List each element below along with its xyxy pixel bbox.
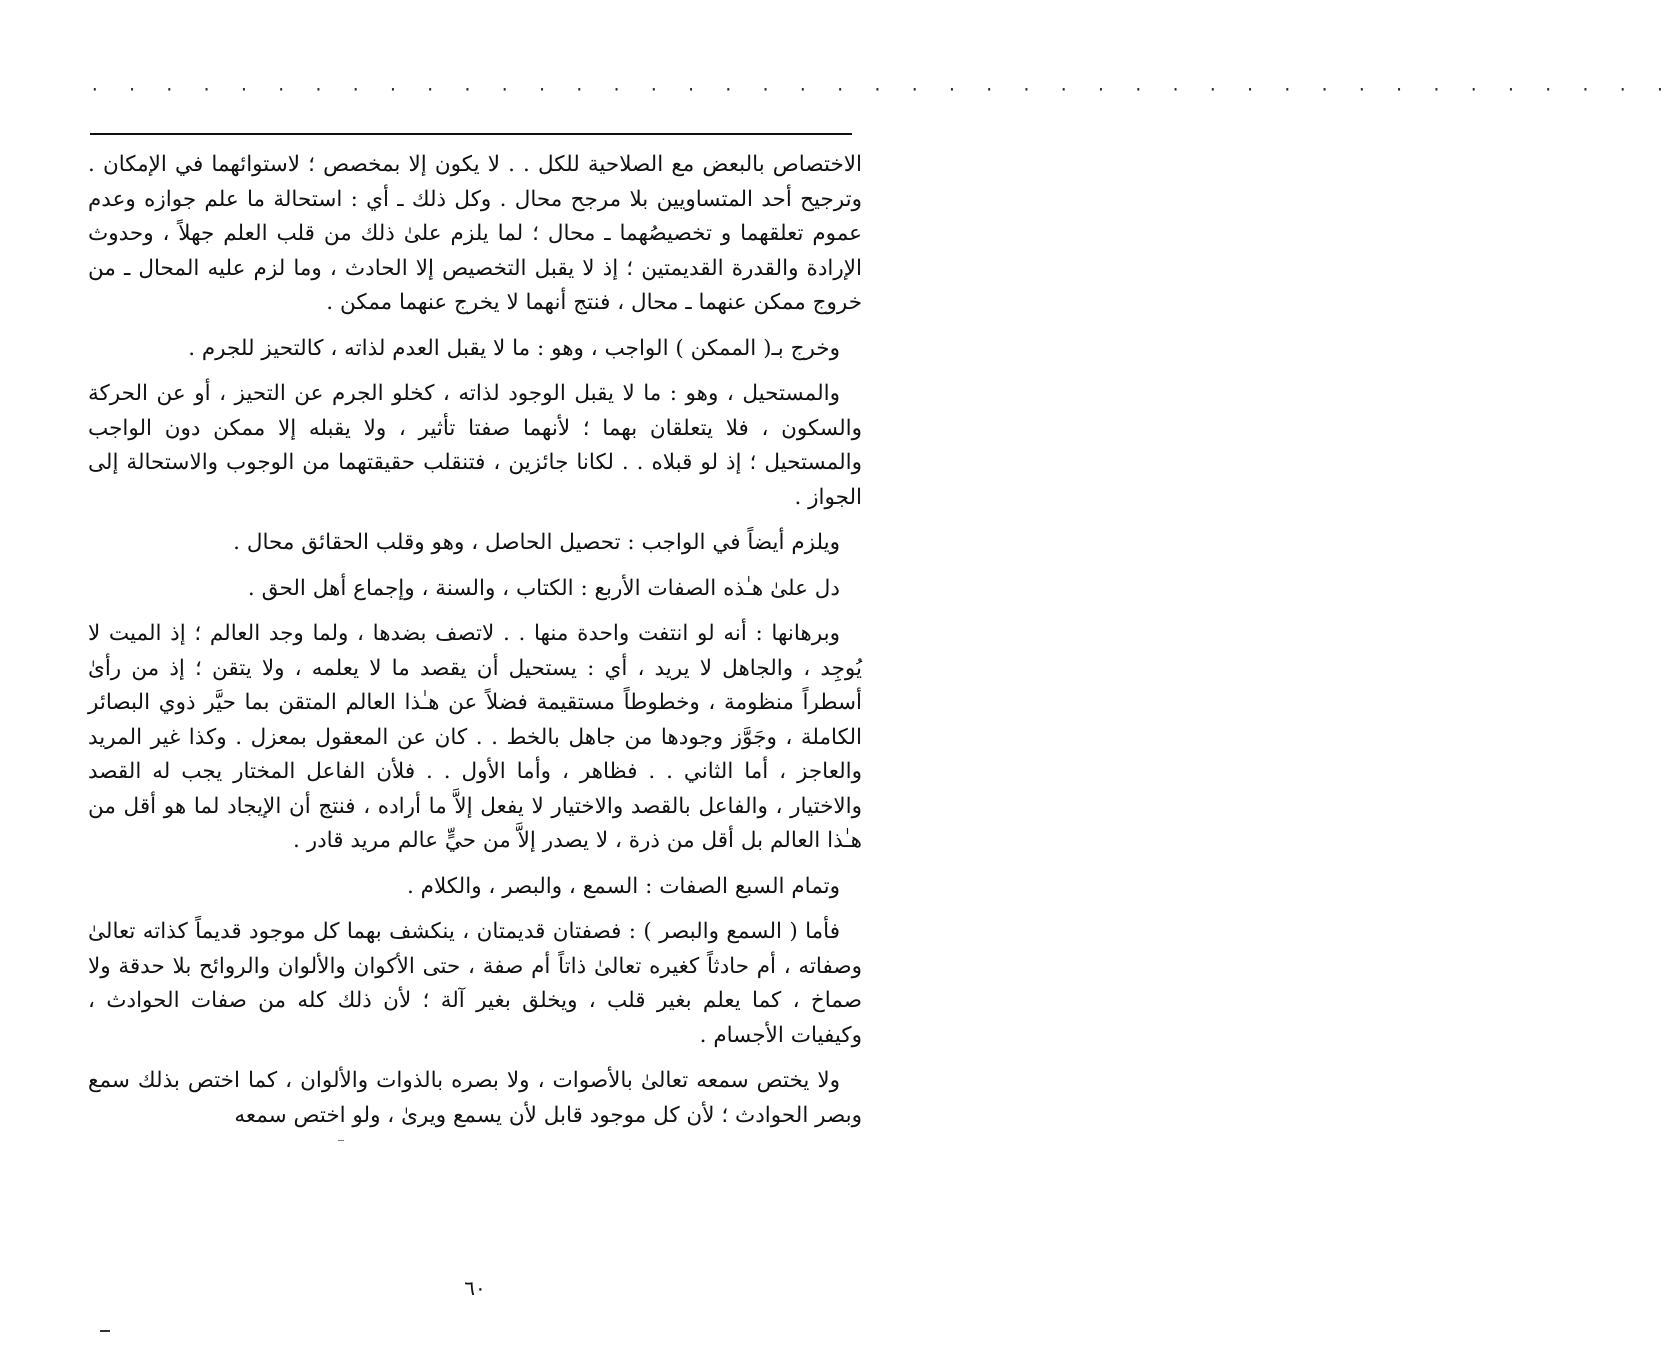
paragraph-6: وبرهانها : أنه لو انتفت واحدة منها . . لاتصف بضدها ، ولما وجد العالم ؛ إذ الميت لا يُوجِد ، والجاهل لا يريد ، أي : يستحيل أن يقصد ما لا يعلمه ، ولا يتقن ؛ إذ من رأىٰ أسطراً منظومة ، وخطوطاً مستقيمة فضلاً عن هـٰذا العالم المتقن بما حيَّر ذوي البصائر الكاملة ، وجَوَّز وجودها من جاهل بالخط . . كان عن المعقول بمعزل . وكذا غير المريد والعاجز ، أما الثاني . . فظاهر ، وأما الأول . . فلأن الفاعل المختار يجب له القصد والاختيار ، والفاعل بالقصد والاختيار لا يفعل إلاَّ ما أراده ، فنتج أن الإيجاد لما هو أقل من هـٰذا العالم بل أقل من ذرة ، لا يصدر إلاَّ من حيٍّ عالم مريد قادر . (88, 621, 862, 853)
paragraph-7: وتمام السبع الصفات : السمع ، والبصر ، والكلام . (407, 873, 840, 899)
paragraph-4: ويلزم أيضاً في الواجب : تحصيل الحاصل ، وهو وقلب الحقائق محال . (233, 530, 840, 555)
paragraph-3: والمستحيل ، وهو : ما لا يقبل الوجود لذاته ، كخلو الجرم عن التحيز ، أو عن الحركة والسكون ، فلا يتعلقان بهما ؛ لأنهما صفتا تأثير ، ولا يقبله إلا ممكن دون الواجب والمستحيل ؛ إذ لو قبلاه . . لكانا جائزين ، فتنقلب حقيقتهما من الوجوب والاستحالة إلى الجواز . (88, 381, 862, 510)
page-body (88, 148, 862, 1144)
header-rule (90, 133, 852, 135)
scan-speck (338, 1140, 344, 1141)
paragraph-5: دل علىٰ هـٰذه الصفات الأربع : الكتاب ، والسنة ، وإجماع أهل الحق . (247, 575, 840, 601)
paragraph-8: فأما ( السمع والبصر ) : فصفتان قديمتان ، ينكشف بهما كل موجود قديماً كذاته تعالىٰ وصفاته ، أم حادثاً كغيره تعالىٰ ذاتاً أم صفة ، حتى الأكوان والألوان والروائح بلا حدقة ولا صماخ ، كما يعلم بغير قلب ، ويخلق بغير آلة ؛ لأن ذلك كله من صفات الحوادث ، وكيفيات الأجسام . (88, 919, 862, 1048)
header-dotted-line: · · · · · · · · · · · · · · · · · · · · · · · · · · · · · · · · · · · · · · · · · · · (90, 80, 1674, 99)
page-number: ٦٠ (464, 1276, 486, 1300)
scan-mark (100, 1330, 110, 1332)
paragraph-1: الاختصاص بالبعض مع الصلاحية للكل . . لا يكون إلا بمخصص ؛ لاستوائهما في الإمكان . وترجيح أحد المتساويين بلا مرجح محال . وكل ذلك ـ أي : استحالة ما علم جوازه وعدم عموم تعلقهما و تخصيصُهما ـ محال ؛ لما يلزم علىٰ ذلك من قلب العلم جهلاً ، وحدوث الإرادة والقدرة القديمتين ؛ إذ لا يقبل التخصيص إلا الحادث ، وما لزم عليه المحال ـ من خروج ممكن عنهما ـ محال ، فنتج أنهما لا يخرج عنهما ممكن . (88, 152, 862, 315)
paragraph-2: وخرج بـ( الممكن ) الواجب ، وهو : ما لا يقبل العدم لذاته ، كالتحيز للجرم . (188, 335, 840, 361)
paragraph-9: ولا يختص سمعه تعالىٰ بالأصوات ، ولا بصره بالذوات والألوان ، كما اختص بذلك سمع وبصر الحوادث ؛ لأن كل موجود قابل لأن يسمع ويرىٰ ، ولو اختص سمعه (88, 1068, 862, 1128)
